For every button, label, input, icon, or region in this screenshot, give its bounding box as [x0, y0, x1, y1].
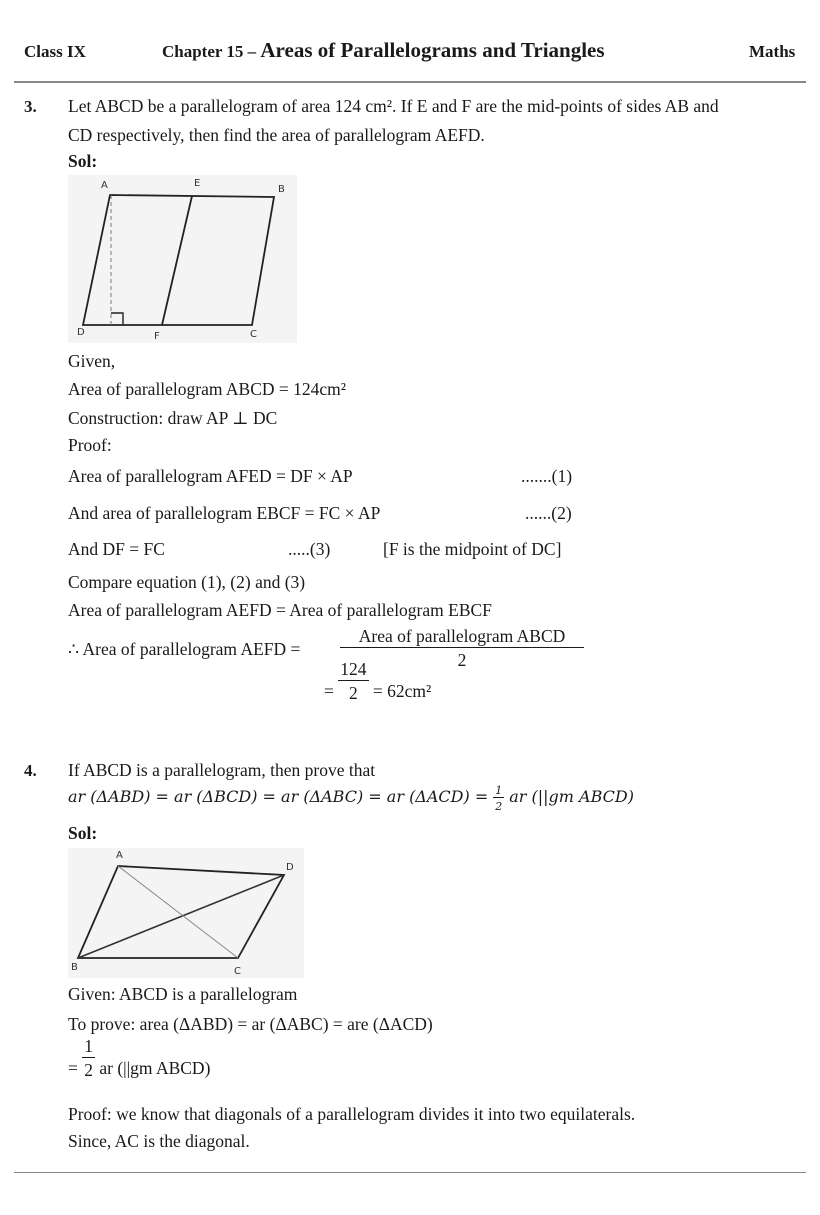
q3-result-den: 2	[338, 680, 368, 704]
q4-number: 4.	[24, 761, 37, 780]
q3-compare: Compare equation (1), (2) and (3)	[68, 572, 306, 592]
q4-statement-den: 2	[493, 797, 504, 813]
segment-ef	[162, 196, 192, 325]
q4-eq-num: 1	[84, 1036, 93, 1057]
q4-figure	[68, 848, 304, 978]
q3-eq1: Area of parallelogram AFED = DF × AP	[68, 466, 353, 486]
q4-eq-den: 2	[82, 1057, 95, 1081]
q3-eq3-tag: .....(3)	[288, 539, 331, 559]
class-label: Class IX	[24, 42, 86, 61]
q3-therefore-den: 2	[340, 647, 584, 671]
q4-statement-num: 1	[495, 784, 503, 797]
q3-given-area: Area of parallelogram ABCD = 124cm²	[68, 379, 347, 399]
label-e: E	[194, 178, 201, 189]
label-b: B	[71, 962, 78, 973]
q3-given: Given,	[68, 351, 116, 371]
label-c: C	[250, 329, 257, 340]
q3-therefore-lhs: ∴ Area of parallelogram AEFD =	[68, 639, 301, 659]
chapter-title: Areas of Parallelograms and Triangles	[260, 38, 605, 62]
q4-sol: Sol:	[68, 823, 98, 843]
q4-proof1: Proof: we know that diagonals of a parallelogram divides it into two equilaterals.	[68, 1104, 636, 1124]
q3-construction: Construction: draw AP ⊥ DC	[68, 408, 278, 428]
label-a: A	[101, 180, 108, 191]
q3-equal-line: Area of parallelogram AEFD = Area of parallelogram EBCF	[68, 600, 492, 620]
q3-figure	[68, 175, 297, 343]
q3-result-rhs: = 62cm²	[372, 681, 432, 701]
q4-eq-prefix: =	[68, 1058, 78, 1078]
label-c: C	[234, 966, 241, 977]
q3-number: 3.	[24, 97, 37, 116]
q3-result-eq: =	[324, 681, 334, 701]
q3-result-num: 124	[340, 659, 367, 680]
q4-proof2: Since, AC is the diagonal.	[68, 1131, 250, 1151]
q3-line1: Let ABCD be a parallelogram of area 124 cm². If E and F are the mid-points of sides AB and	[68, 96, 719, 116]
label-a: A	[116, 850, 123, 861]
diagonal-ac	[118, 866, 238, 958]
label-d: D	[77, 327, 85, 338]
right-angle-mark	[111, 313, 123, 325]
parallelogram-diagonals-diagram	[68, 848, 304, 978]
q3-eq1-tag: .......(1)	[521, 466, 573, 486]
q3-sol: Sol:	[68, 151, 98, 171]
q3-result	[324, 659, 432, 704]
q3-proof: Proof:	[68, 435, 112, 455]
q4-line1: If ABCD is a parallelogram, then prove that	[68, 760, 376, 780]
q4-statement-tail: ar (||gm ABCD)	[509, 787, 634, 807]
label-b: B	[278, 184, 285, 195]
chapter-heading	[162, 38, 605, 63]
q3-eq2: And area of parallelogram EBCF = FC × AP	[68, 503, 381, 523]
q4-eq-tail: ar (||gm ABCD)	[99, 1058, 211, 1078]
q3-eq3-reason: [F is the midpoint of DC]	[383, 539, 562, 559]
footer-rule	[14, 1172, 806, 1173]
q4-eq-line	[68, 1036, 211, 1081]
q3-therefore-fraction	[340, 626, 584, 671]
q4-given: Given: ABCD is a parallelogram	[68, 984, 298, 1004]
subject-label: Maths	[749, 42, 796, 61]
q3-eq3: And DF = FC	[68, 539, 165, 559]
label-d: D	[286, 862, 294, 873]
parallelogram-abcd	[83, 195, 274, 325]
chapter-prefix: Chapter 15 –	[162, 42, 257, 61]
q4-to-prove: To prove: area (ΔABD) = ar (ΔABC) = are (ΔACD)	[68, 1014, 433, 1034]
parallelogram-aefd-diagram	[68, 175, 297, 343]
q3-therefore-num: Area of parallelogram ABCD	[358, 626, 566, 646]
q3-line2: CD respectively, then find the area of parallelogram AEFD.	[68, 125, 485, 145]
q3-eq2-tag: ......(2)	[525, 503, 572, 523]
q4-statement	[68, 784, 634, 813]
q4-statement-main: ar (ΔABD) = ar (ΔBCD) = ar (ΔABC) = ar (ΔACD) =	[68, 787, 489, 807]
header-rule	[14, 81, 806, 83]
parallelogram-abcd	[78, 866, 284, 958]
label-f: F	[154, 331, 160, 342]
